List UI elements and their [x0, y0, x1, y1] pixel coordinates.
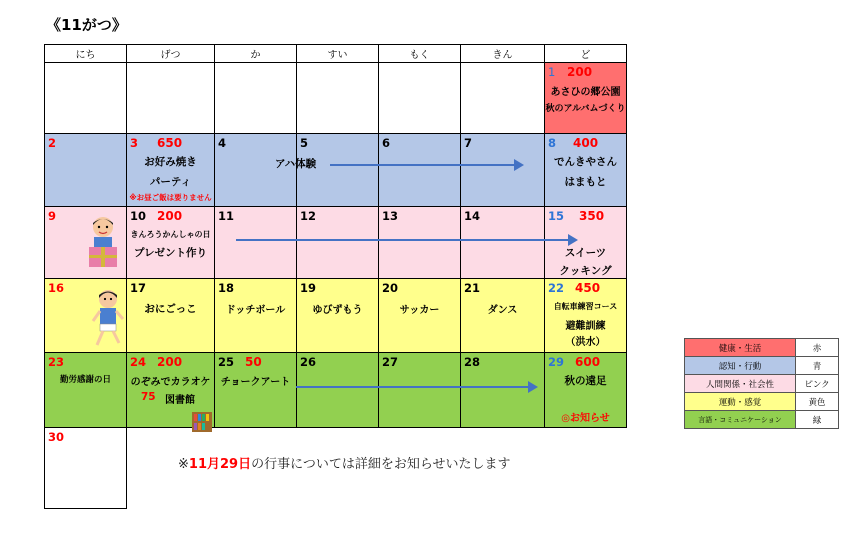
empty-day-cell: [215, 63, 297, 134]
event-title: 避難訓練: [565, 321, 606, 332]
day-cell-2[interactable]: [45, 134, 127, 207]
event-title: アハ体験: [275, 158, 317, 170]
event-title: プレゼント作り: [133, 247, 208, 259]
week-row: [45, 134, 627, 207]
participant-count: 200: [157, 355, 183, 369]
participant-count: 600: [575, 355, 601, 369]
day-number: 4: [218, 136, 227, 150]
event-subtitle: 秋のアルバムづくり: [545, 104, 626, 114]
day-number: 17: [130, 281, 147, 295]
day-cell-18[interactable]: [215, 279, 297, 353]
legend-label: 言語・コミュニケーション: [685, 411, 796, 429]
day-cell-30[interactable]: [45, 428, 127, 509]
legend-row-health: [685, 339, 839, 357]
legend-color-name: ピンク: [796, 375, 839, 393]
day-cell-17[interactable]: [127, 279, 215, 353]
legend-row-language: [685, 411, 839, 429]
day-cell-8[interactable]: [545, 134, 627, 207]
day-cell-22[interactable]: [545, 279, 627, 353]
participant-count-2: 75: [141, 391, 156, 403]
event-title: でんきやさん: [554, 156, 617, 168]
weekday-fri: きん: [461, 45, 545, 63]
legend-row-cognition: [685, 357, 839, 375]
week-row: [45, 207, 627, 279]
day-number: 15: [548, 209, 565, 223]
legend-row-social: [685, 375, 839, 393]
empty-day-cell: [45, 63, 127, 134]
day-number: 14: [464, 209, 481, 223]
legend-label: 健康・生活: [685, 339, 796, 357]
event-title: 勤労感謝の日: [59, 375, 111, 385]
weekday-sat: ど: [545, 45, 627, 63]
notice-label: ◎お知らせ: [561, 413, 610, 424]
legend-color-name: 緑: [796, 411, 839, 429]
day-cell-16[interactable]: [45, 279, 127, 353]
day-number: 27: [382, 355, 399, 369]
footer-prefix: ※: [178, 457, 189, 472]
day-number: 13: [382, 209, 399, 223]
participant-count: 350: [579, 209, 605, 223]
day-number: 9: [48, 209, 57, 223]
day-number: 24: [130, 355, 147, 369]
weekday-sun: にち: [45, 45, 127, 63]
day-cell-3[interactable]: [127, 134, 215, 207]
event-subtitle: 図書館: [165, 395, 195, 406]
event-title: ダンス: [487, 305, 518, 316]
weekday-header-row: [45, 45, 627, 63]
footer-note: [178, 453, 510, 472]
day-cell-13[interactable]: [379, 207, 461, 279]
day-number: 11: [218, 209, 235, 223]
day-number: 30: [48, 430, 65, 444]
legend-row-motor: [685, 393, 839, 411]
day-number: 18: [218, 281, 235, 295]
day-number: 5: [300, 136, 309, 150]
day-number: 25: [218, 355, 235, 369]
legend-label: 認知・行動: [685, 357, 796, 375]
day-number: 7: [464, 136, 473, 150]
footer-highlight-date: 11月29日: [188, 457, 252, 472]
week-row: [45, 353, 627, 428]
day-number: 19: [300, 281, 317, 295]
participant-count: 400: [573, 136, 599, 150]
event-label: 自転車練習コース: [553, 302, 618, 311]
day-number: 16: [48, 281, 65, 295]
event-title: スイーツ: [564, 247, 607, 259]
arrow-present-week: [236, 239, 576, 241]
day-cell-4[interactable]: [215, 134, 317, 207]
weekday-mon: げつ: [127, 45, 215, 63]
day-number: 28: [464, 355, 481, 369]
day-number: 22: [548, 281, 565, 295]
day-cell-15[interactable]: [545, 207, 627, 279]
day-cell-9[interactable]: [45, 207, 127, 279]
legend-label: 運動・感覚: [685, 393, 796, 411]
event-title: 秋の遠足: [564, 375, 607, 387]
day-cell-20[interactable]: [379, 279, 461, 353]
child-with-present-illustration: [85, 215, 121, 271]
calendar-table: [44, 44, 627, 509]
event-title: チョークアート: [220, 377, 291, 388]
day-cell-21[interactable]: [461, 279, 545, 353]
event-subtitle: （洪水）: [565, 337, 606, 348]
legend-color-name: 黄色: [796, 393, 839, 411]
event-title: ドッチボール: [225, 305, 286, 316]
weekday-thu: もく: [379, 45, 461, 63]
day-cell-29[interactable]: [545, 353, 627, 428]
event-title: サッカー: [399, 305, 440, 316]
day-cell-14[interactable]: [461, 207, 545, 279]
day-number: 8: [548, 136, 557, 150]
legend-color-name: 青: [796, 357, 839, 375]
day-number: 6: [382, 136, 391, 150]
day-number: 23: [48, 355, 65, 369]
day-cell-26[interactable]: [297, 353, 379, 428]
event-label: きんろうかんしゃの日: [130, 230, 211, 239]
day-cell-23[interactable]: [45, 353, 127, 428]
footer-text: の行事については詳細をお知らせいたします: [251, 457, 511, 472]
day-number: 3: [130, 136, 139, 150]
weekday-tue: か: [215, 45, 297, 63]
day-cell-11[interactable]: [215, 207, 297, 279]
day-cell-19[interactable]: [297, 279, 379, 353]
event-subtitle: パーティ: [149, 176, 192, 188]
legend-label: 人間関係・社会性: [685, 375, 796, 393]
day-cell-24[interactable]: [127, 353, 215, 428]
participant-count: 200: [567, 65, 593, 79]
day-cell-25[interactable]: [215, 353, 297, 428]
day-number: 12: [300, 209, 317, 223]
week-row: [45, 279, 627, 353]
day-number: 21: [464, 281, 481, 295]
participant-count: 50: [245, 355, 262, 369]
week-row: [45, 63, 627, 134]
lunch-note: ※お昼ご飯は要りません: [129, 193, 212, 202]
event-title: おにごっこ: [144, 303, 197, 315]
event-subtitle: はまもと: [564, 176, 607, 188]
day-cell-7[interactable]: [461, 134, 545, 207]
event-title: あさひの郷公園: [550, 87, 621, 98]
participant-count: 200: [157, 209, 183, 223]
weekday-wed: すい: [297, 45, 379, 63]
event-subtitle: クッキング: [559, 265, 612, 277]
legend-color-name: 赤: [796, 339, 839, 357]
participant-count: 450: [575, 281, 601, 295]
participant-count: 650: [157, 136, 183, 150]
running-child-illustration: [91, 289, 125, 349]
day-cell-6[interactable]: [379, 134, 461, 207]
event-title: ゆびずもう: [312, 305, 363, 316]
event-title: お好み焼き: [144, 156, 197, 168]
empty-day-cell: [461, 63, 545, 134]
day-number: 1: [548, 65, 556, 79]
day-number: 29: [548, 355, 565, 369]
day-cell-10[interactable]: [127, 207, 215, 279]
day-cell-12[interactable]: [297, 207, 379, 279]
day-number: 20: [382, 281, 399, 295]
page-title: 《11がつ》: [46, 16, 127, 34]
empty-day-cell: [297, 63, 379, 134]
color-legend: [684, 338, 839, 429]
event-title: のぞみでカラオケ: [130, 377, 211, 388]
empty-day-cell: [379, 63, 461, 134]
day-cell-1[interactable]: [545, 63, 627, 134]
day-number: 10: [130, 209, 147, 223]
day-cell-27[interactable]: [379, 353, 461, 428]
day-number: 2: [48, 136, 57, 150]
empty-day-cell: [127, 63, 215, 134]
day-number: 26: [300, 355, 317, 369]
arrow-chalk-week: [296, 386, 536, 388]
